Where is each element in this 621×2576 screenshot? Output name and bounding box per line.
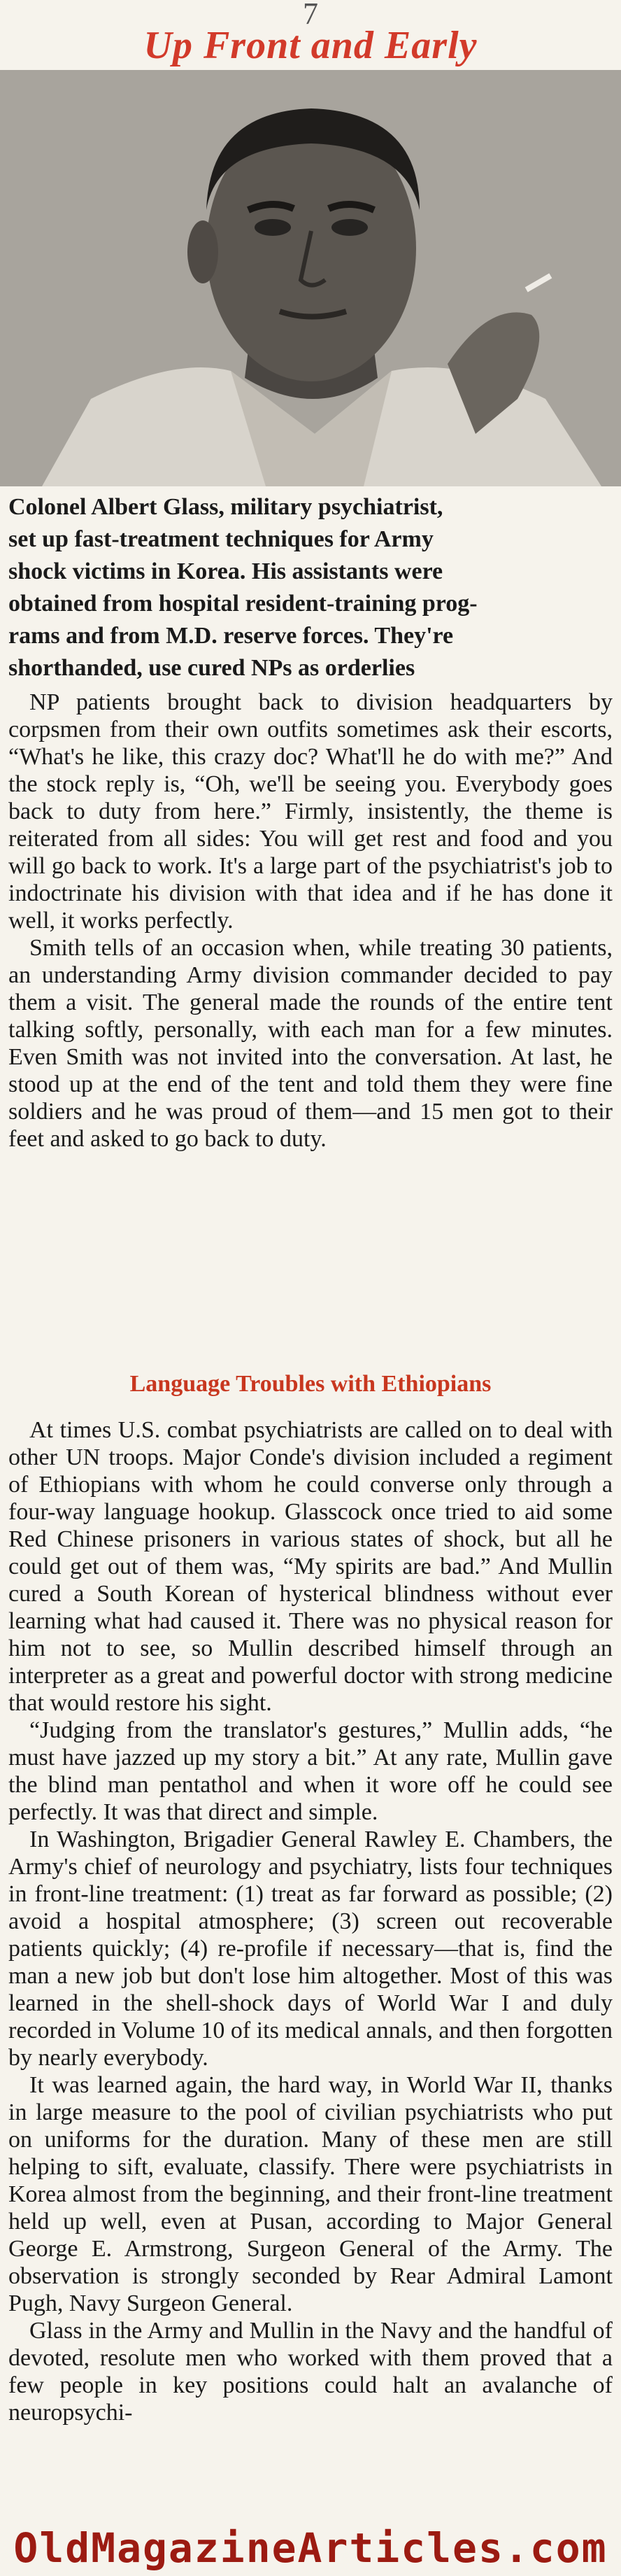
article-body-part-2 xyxy=(8,1416,613,2426)
caption-line: shock victims in Korea. His assistants were xyxy=(8,558,443,584)
article-body-part-1 xyxy=(8,689,613,1153)
paragraph: Smith tells of an occasion when, while treating 30 patients, an understanding Army division commander decided to pay them a visit. The general made the rounds of the entire tent talking softly, personally, with each man for a few minutes. Even Smith was not invited into the conversation. At last, he stood up at the end of the tent and told them they were fine soldiers and he was proud of them—and 15 men got to their feet and asked to go back to duty. xyxy=(8,935,613,1152)
paragraph: It was learned again, the hard way, in World War II, thanks in large measure to the pool of civilian psychiatrists who put on uniforms for the duration. Many of these men are still helping to sift, evaluate, classify. There were psychiatrists in Korea almost from the beginning, and their front-line treatment held up well, even at Pusan, according to Major General George E. Armstrong, Surgeon General of the Army. The observation is strongly seconded by Rear Admiral Lamont Pugh, Navy Surgeon General. xyxy=(8,2072,613,2316)
paragraph: “Judging from the translator's gestures,” Mullin adds, “he must have jazzed up my story a bit.” At any rate, Mullin gave the blind man pentathol and when it wore off he could see perfectly. It was that direct and simple. xyxy=(8,1717,613,1825)
caption-line: set up fast-treatment techniques for Army xyxy=(8,526,434,552)
photo-caption xyxy=(8,491,613,684)
paragraph: NP patients brought back to division headquarters by corpsmen from their own outfits sometimes ask their escorts, “What's he like, this crazy doc? What'll he do with me?” And the stock reply is, “Oh, we'll be seeing you. Everybody goes back to duty from here.” Firmly, insistently, the theme is reiterated from all sides: You will get rest and food and you will go back to work. It's a large part of the psychiatrist's job to indoctrinate his division with that idea and if he has done it well, it works perfectly. xyxy=(8,689,613,934)
paragraph: In Washington, Brigadier General Rawley E. Chambers, the Army's chief of neurology and psychiatry, lists four techniques in front-line treatment: (1) treat as far forward as possible; (2) avoid a hospital atmosphere; (3) screen out recoverable patients quickly; (4) re-profile if necessary—that is, find the man a new job but don't lose him altogether. Most of this was learned in the shell-shock days of World War I and duly recorded in Volume 10 of its medical annals, and then forgotten by nearly everybody. xyxy=(8,1827,613,2071)
caption-line: obtained from hospital resident-training prog- xyxy=(8,591,478,617)
paragraph: At times U.S. combat psychiatrists are called on to deal with other UN troops. Major Conde's division included a regiment of Ethiopians with whom he could converse only through a four-way language hookup. Glasscock once tried to aid some Red Chinese prisoners in various states of shock, but all he could get out of them was, “My spirits are bad.” And Mullin cured a South Korean of hysterical blindness without ever learning what had caused it. There was no physical reason for him not to see, so Mullin described himself through an interpreter as a great and powerful doctor with strong medicine that would restore his sight. xyxy=(8,1417,613,1716)
paragraph: Glass in the Army and Mullin in the Navy and the handful of devoted, resolute men who worked with them proved that a few people in key positions could halt an avalanche of neuropsychi- xyxy=(8,2318,613,2426)
headline: Up Front and Early xyxy=(143,24,478,67)
caption-line: Colonel Albert Glass, military psychiatrist, xyxy=(8,494,443,520)
watermark: OldMagazineArticles.com xyxy=(0,2520,621,2576)
portrait-photo xyxy=(0,70,621,486)
caption-line: shorthanded, use cured NPs as orderlies xyxy=(8,655,415,681)
page-number: 7 xyxy=(303,0,318,31)
section-heading: Language Troubles with Ethiopians xyxy=(129,1371,492,1397)
caption-line: rams and from M.D. reserve forces. They're xyxy=(8,623,454,649)
